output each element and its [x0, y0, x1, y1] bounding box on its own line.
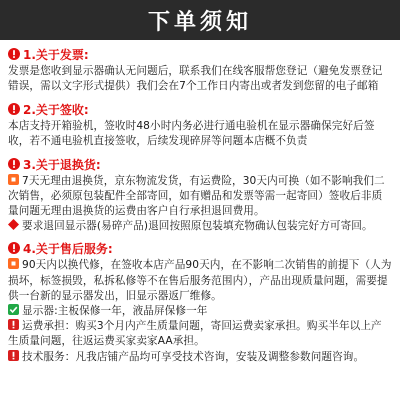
page-title: 下单须知	[147, 9, 252, 35]
section-invoice	[8, 46, 392, 95]
page-header	[0, 0, 400, 40]
section-heading: 1.关于发票:	[8, 46, 392, 64]
section-text: 发票是您收到显示器确认无问题后，联系我们在线客服帮您登记（避免发票登记错误，需以文字形式提供）我们会在7个工作日内寄出或者发到您留的电子邮箱	[8, 65, 383, 93]
list-item: 7天无理由退换货，京东物流发货，有运费险，30天内可换（如不影响我们二次销售，必须原包装配件全部寄回，如有赠品和发票等需一起寄回）签收后非质量问题无理由退换货的运费由客户自行承担退回费用。	[8, 174, 385, 218]
orange-square-bullet-icon	[8, 174, 19, 185]
section-text: 本店支持开箱验机，签收时48小时内务必进行通电验机在显示器确保完好后签收，若不通电验机直接签收，后续发现碎屏等问题本店概不负责	[8, 119, 375, 148]
list-item: 90天内以换代修，在签收本店产品90天内，在不影响二次销售的前提下（人为损坏，标签损毁，私拆私修等不在售后服务范围内），产品出现质量问题，需要提供一台新的显示器发出，旧显示器返厂维修。	[8, 259, 392, 302]
red-diamond-bullet-icon	[8, 219, 19, 230]
exclamation-warning-icon	[8, 48, 20, 60]
exclamation-warning-icon	[8, 158, 20, 170]
green-check-box-icon	[8, 304, 19, 315]
list-item: 要求退回显示器(易碎产品)退回按照原包装填充物确认包装完好方可寄回。	[8, 219, 392, 234]
list-item: 显示器:主板保修一年，液晶屏保修一年	[8, 304, 392, 319]
exclamation-warning-icon	[8, 242, 20, 254]
list-item: 技术服务：凡我店铺产品均可享受技术咨询，安装及调整参数问题咨询。	[8, 350, 392, 365]
section-signing	[8, 101, 392, 150]
section-after-sales	[8, 240, 392, 364]
red-exclamation-icon	[8, 350, 19, 361]
orange-square-bullet-icon	[8, 258, 19, 269]
notice-content	[0, 40, 400, 365]
section-heading: 2.关于签收:	[8, 101, 392, 119]
section-returns	[8, 156, 392, 235]
red-exclamation-icon	[8, 319, 19, 330]
section-heading: 3.关于退换货:	[8, 156, 392, 174]
list-item: 运费承担：购买3个月内产生质量问题，寄回运费卖家承担。购买半年以上产生质量问题，往返运费买家卖家AA承担。	[8, 320, 382, 348]
section-heading: 4.关于售后服务:	[8, 240, 392, 258]
exclamation-warning-icon	[8, 103, 20, 115]
